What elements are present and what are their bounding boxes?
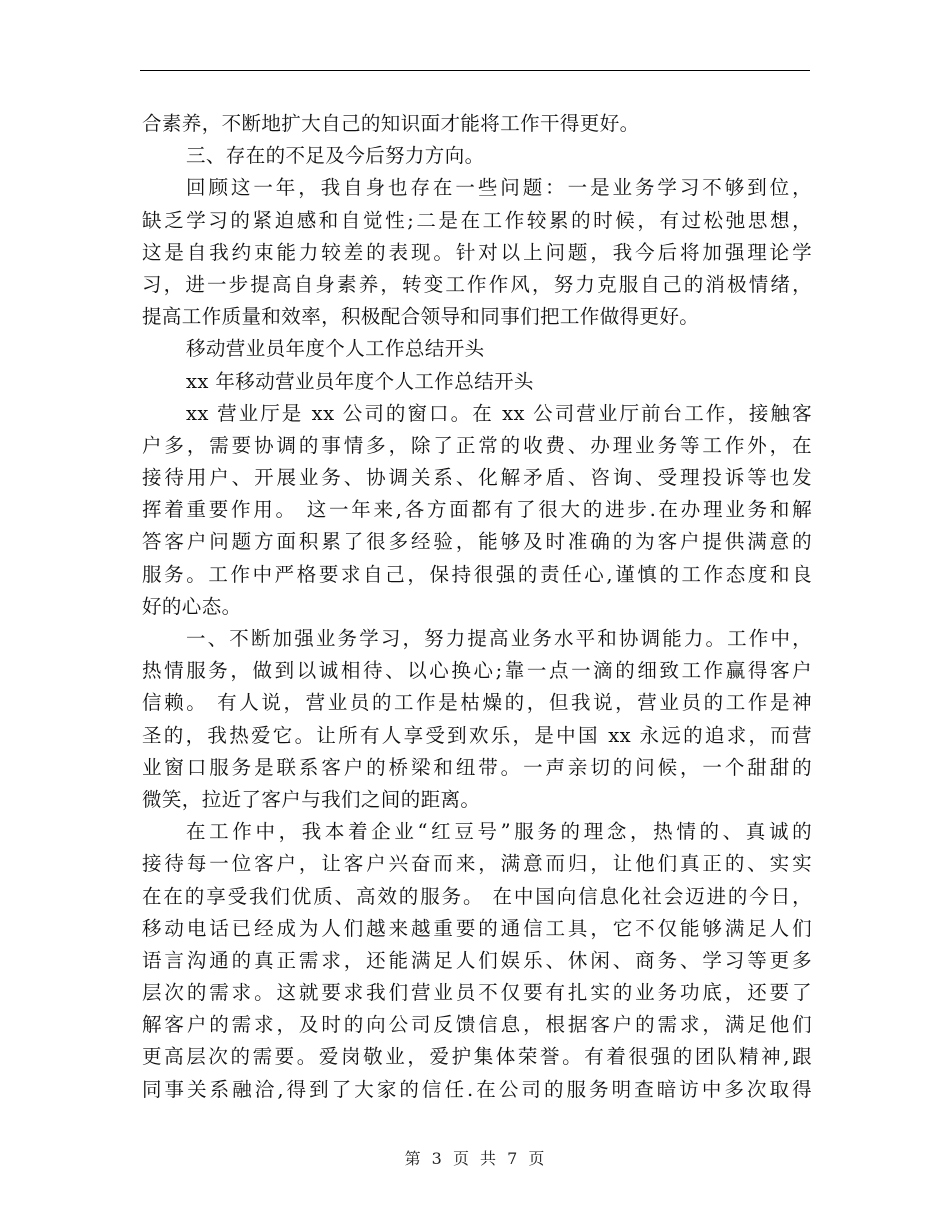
header-rule	[140, 70, 810, 71]
text-line: 服务。工作中严格要求自己，保持很强的责任心,谨慎的工作态度和良	[142, 562, 812, 586]
text-line: 合素养，不断地扩大自己的知识面才能将工作干得更好。	[142, 112, 640, 135]
text-line: 一、不断加强业务学习，努力提高业务水平和协调能力。工作中，	[186, 627, 812, 650]
text-line: 缺乏学习的紧迫感和自觉性;二是在工作较累的时候，有过松弛思想，	[142, 208, 812, 232]
text-line: 答客户问题方面积累了很多经验，能够及时准确的为客户提供满意的	[142, 530, 812, 554]
text-line: 信赖。 有人说，营业员的工作是枯燥的，但我说，营业员的工作是神	[142, 691, 812, 715]
text-line: 同事关系融洽,得到了大家的信任.在公司的服务明查暗访中多次取得	[142, 1077, 812, 1101]
text-line: 微笑，拉近了客户与我们之间的距离。	[142, 787, 481, 811]
document-body	[142, 108, 812, 1106]
text-line: 层次的需求。这就要求我们营业员不仅要有扎实的业务功底，还要了	[142, 981, 812, 1005]
text-line: 户多，需要协调的事情多，除了正常的收费、办理业务等工作外，在	[142, 433, 812, 457]
text-line: xx 营业厅是 xx 公司的窗口。在 xx 公司营业厅前台工作，接触客	[186, 401, 812, 425]
text-line: 提高工作质量和效率，积极配合领导和同事们把工作做得更好。	[142, 305, 700, 329]
text-line: 更高层次的需要。爱岗敬业，爱护集体荣誉。有着很强的团队精神,跟	[142, 1045, 812, 1069]
text-line: 习，进一步提高自身素养，转变工作作风，努力克服自己的消极情绪，	[142, 272, 812, 296]
text-line: 接待用户、开展业务、协调关系、化解矛盾、咨询、受理投诉等也发	[142, 466, 812, 490]
text-line: 这是自我约束能力较差的表现。针对以上问题，我今后将加强理论学	[142, 240, 812, 264]
text-line: 回顾这一年，我自身也存在一些问题：一是业务学习不够到位，	[186, 176, 812, 200]
text-line: 解客户的需求，及时的向公司反馈信息，根据客户的需求，满足他们	[142, 1013, 812, 1037]
text-line: 挥着重要作用。 这一年来,各方面都有了很大的进步.在办理业务和解	[142, 498, 812, 522]
page-number-footer: 第 3 页 共 7 页	[404, 1149, 546, 1168]
text-line: 语言沟通的真正需求，还能满足人们娱乐、休闲、商务、学习等更多	[142, 948, 812, 972]
text-line: 三、存在的不足及今后努力方向。	[186, 144, 485, 168]
text-line: xx 年移动营业员年度个人工作总结开头	[186, 369, 534, 393]
text-line: 在工作中，我本着企业“红豆号”服务的理念，热情的、真诚的	[186, 820, 812, 844]
text-line: 移动电话已经成为人们越来越重要的通信工具，它不仅能够满足人们	[142, 916, 812, 940]
text-line: 接待每一位客户，让客户兴奋而来，满意而归，让他们真正的、实实	[142, 852, 812, 876]
text-line: 圣的，我热爱它。让所有人享受到欢乐，是中国 xx 永远的追求，而营	[142, 723, 812, 747]
text-line: 热情服务，做到以诚相待、以心换心;靠一点一滴的细致工作赢得客户	[142, 659, 812, 683]
text-line: 在在的享受我们优质、高效的服务。 在中国向信息化社会迈进的今日，	[142, 884, 812, 908]
text-line: 移动营业员年度个人工作总结开头	[186, 337, 485, 361]
text-line: 业窗口服务是联系客户的桥梁和纽带。一声亲切的问候，一个甜甜的	[142, 755, 812, 779]
text-line: 好的心态。	[142, 594, 242, 618]
